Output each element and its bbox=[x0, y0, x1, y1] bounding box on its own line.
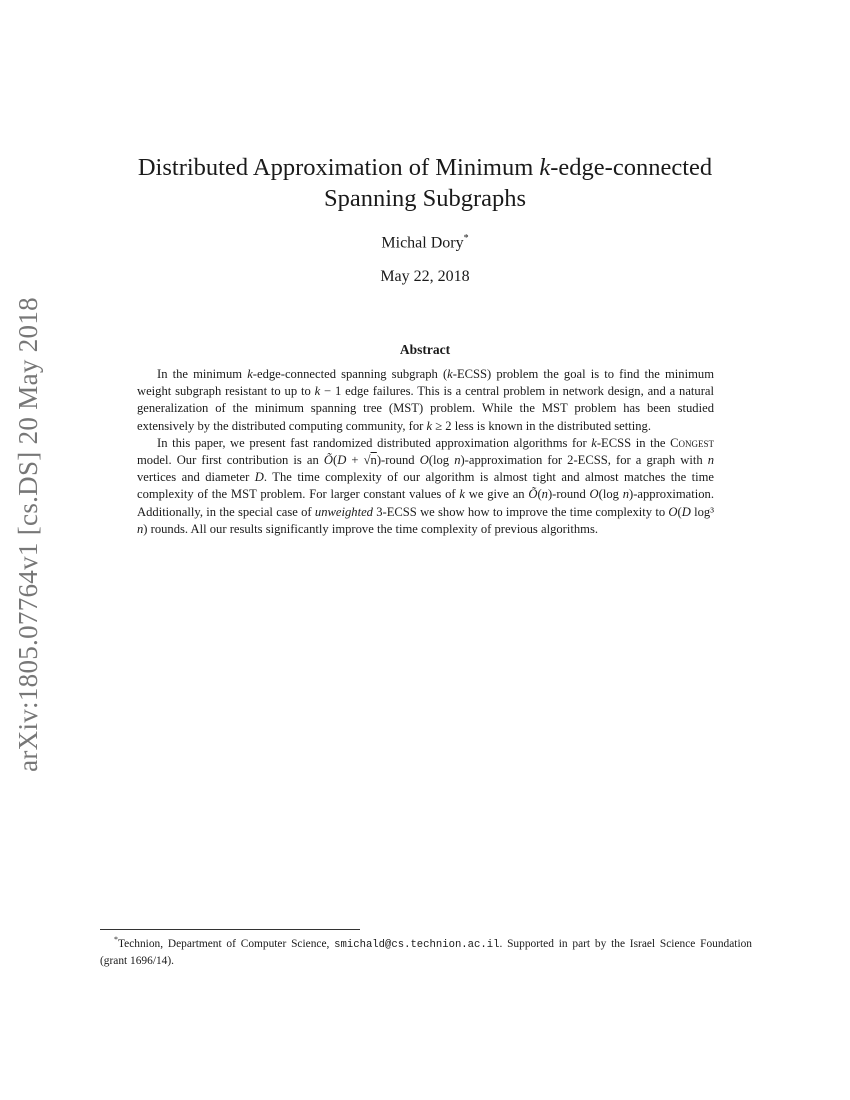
abstract-paragraph: In this paper, we present fast randomized distributed approximation algorithms for k-ECSS in the Congest model. Our first contribution is an Õ(D + √n)-round O(log n)-approximation for 2-ECSS, for a graph with n vertices and diameter D. The time complexity of our algorithm is almost tight and almost matches the time complexity of the MST problem. For larger constant values of k we give an Õ(n)-round O(log n)-approximation. Additionally, in the special case of unweighted 3-ECSS we show how to improve the time complexity to O(D log³ n) rounds. All our results significantly improve the time complexity of previous algorithms. bbox=[137, 435, 715, 536]
footnote-affiliation: Technion, Department of Computer Science, bbox=[118, 937, 335, 950]
author-footnote-mark: * bbox=[463, 233, 469, 244]
footnote bbox=[100, 932, 752, 969]
abstract-heading: Abstract bbox=[399, 342, 451, 357]
footnote-rule bbox=[100, 929, 360, 930]
title-line-1: Distributed Approximation of Minimum k-edge-connected bbox=[137, 154, 713, 181]
arxiv-identifier bbox=[4, 288, 52, 780]
paper-title bbox=[100, 152, 750, 214]
paper-date: May 22, 2018 bbox=[380, 268, 470, 285]
footnote-mark: * bbox=[114, 935, 118, 944]
abstract-body bbox=[137, 366, 714, 538]
author-name: Michal Dory bbox=[381, 234, 464, 252]
author-email: smichald@cs.technion.ac.il bbox=[334, 938, 500, 951]
title-line-2: Spanning Subgraphs bbox=[323, 185, 527, 212]
footnote-funding: . Supported in part by the Israel Science Foundation (grant 1696/14). bbox=[100, 937, 753, 967]
author bbox=[0, 233, 850, 252]
arxiv-identifier-text: arXiv:1805.07764v1 [cs.DS] 20 May 2018 bbox=[12, 296, 43, 772]
abstract-paragraph: In the minimum k-edge-connected spanning subgraph (k-ECSS) problem the goal is to find the minimum weight subgraph resistant to up to k − 1 edge failures. This is a central problem in network design, and a natural generalization of the minimum spanning tree (MST) problem. While the MST problem has been studied extensively by the distributed computing community, for k ≥ 2 less is known in the distributed setting. bbox=[137, 367, 714, 433]
